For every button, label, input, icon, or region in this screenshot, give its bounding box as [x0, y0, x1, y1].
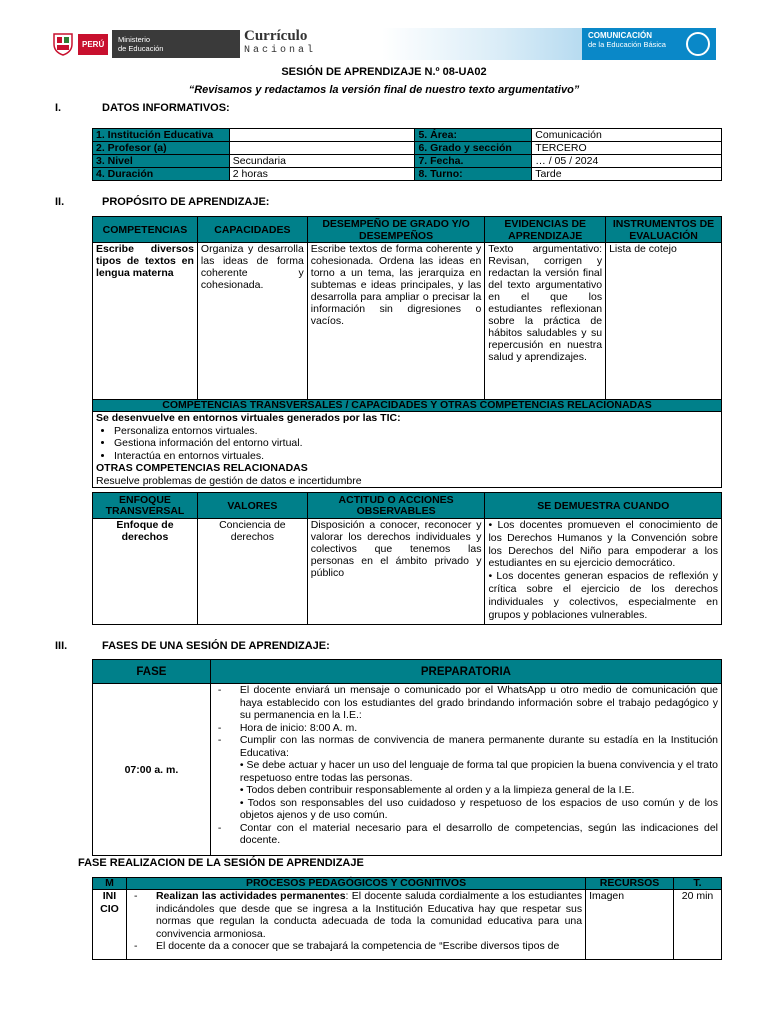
section-label: PROPÓSITO DE APRENDIZAJE:	[102, 196, 270, 208]
datos-label: 1. Institución Educativa	[93, 129, 230, 142]
item-text: Cumplir con las normas de convivencia de manera permanente durante su estadía en la Institución Educativa:	[239, 734, 718, 759]
list-item	[214, 722, 718, 735]
item-text: • Todos son responsables del uso cuidadoso y respetuoso de los espacios de uso común y de los objetos ajenos y de uso común.	[239, 796, 718, 821]
valor-cell: Conciencia de derechos	[197, 519, 307, 625]
header-valores: VALORES	[197, 493, 307, 519]
tiempo-cell: 20 min	[674, 890, 722, 960]
actitud-cell: Disposición a conocer, reconocer y valorar los derechos individuales y colectivos que tenemos las personas en el ámbito privado y público	[307, 519, 485, 625]
list-item: • Interactúa en entornos virtuales.	[114, 450, 718, 463]
list-item	[130, 890, 582, 940]
header-actitud: ACTITUD O ACCIONES OBSERVABLES	[307, 493, 485, 519]
section-1-heading	[55, 102, 230, 114]
header-capacidades: CAPACIDADES	[197, 217, 307, 243]
section-label: DATOS INFORMATIVOS:	[102, 102, 230, 114]
procesos-cell	[126, 890, 585, 960]
list-item	[214, 822, 718, 847]
session-title: SESIÓN DE APRENDIZAJE N.º 08-UA02	[281, 66, 487, 78]
section-number: III.	[55, 640, 68, 652]
section-label: FASES DE UNA SESIÓN DE APRENDIZAJE:	[102, 640, 330, 652]
header-m: M	[93, 878, 127, 890]
realizacion-table	[92, 877, 722, 960]
demuestra-item: • Los docentes promueven el conocimiento de los Derechos Humanos y la Convención sobre los Derechos del Niño para empoderar a los estudiantes en su ejercicio democrático.	[488, 519, 718, 570]
section-2-heading	[55, 196, 269, 208]
datos-value: Tarde	[532, 168, 722, 181]
tic-list	[96, 425, 718, 463]
datos-value: 2 horas	[229, 168, 415, 181]
item-text: El docente enviará un mensaje o comunicado por el WhatsApp u otro medio de comunicación que haya establecido con los estudiantes del grado brindando información sobre el trabajo pedagógico y su permanencia en la I.E.:	[239, 684, 718, 721]
dash-marker: -	[133, 890, 138, 902]
shield-icon	[52, 32, 74, 56]
recurso-cell: Imagen	[586, 890, 674, 960]
tic-title: Se desenvuelve en entornos virtuales generados por las TIC:	[96, 412, 401, 424]
datos-label: 8. Turno:	[415, 168, 532, 181]
list-item	[214, 759, 718, 784]
section-number: I.	[55, 102, 62, 114]
list-item	[214, 684, 718, 722]
header-fase: FASE	[93, 660, 211, 684]
ministry-line-1: Ministerio	[118, 35, 151, 44]
datos-label: 2. Profesor (a)	[93, 142, 230, 155]
item-text: El docente da a conocer que se trabajará la competencia de “Escribe diversos tipos de	[155, 940, 560, 952]
nacional-label: Nacional	[244, 45, 317, 56]
list-item	[214, 734, 718, 759]
datos-value: … / 05 / 2024	[532, 155, 722, 168]
header-desempeno: DESEMPEÑO DE GRADO Y/O DESEMPEÑOS	[307, 217, 485, 243]
desempeno-cell: Escribe textos de forma coherente y cohesionada. Ordena las ideas en torno a un tema, las jerarquiza en subtemas e ideas principales, y las desarrolla para ampliar o precisar la información sin digresiones o vacíos.	[307, 243, 485, 400]
enfoque-cell: Enfoque de derechos	[93, 519, 198, 625]
dash-marker: -	[217, 684, 222, 696]
dash-marker: -	[217, 734, 222, 746]
header-procesos: PROCESOS PEDAGÓGICOS Y COGNITIVOS	[126, 878, 585, 890]
datos-label: 5. Área:	[415, 129, 532, 142]
datos-value	[229, 142, 415, 155]
moment-cell: INI CIO	[93, 890, 127, 960]
curriculo-title: Currículo	[244, 28, 308, 44]
evidencia-cell: Texto argumentativo: Revisan, corrigen y redactan la versión final del texto argumentativo en el que los estudiantes reflexionan sobre la práctica de hábitos saludables y su repercusión en nuestra salud y aprendizajes.	[485, 243, 606, 400]
realizacion-title: FASE REALIZACION DE LA SESIÓN DE APRENDIZAJE	[78, 857, 364, 869]
list-item	[214, 784, 718, 797]
header-competencias: COMPETENCIAS	[93, 217, 198, 243]
item-text: • Todos deben contribuir responsablemente al orden y a la limpieza general de la I.E.	[239, 784, 635, 796]
transversales-cell	[93, 412, 722, 488]
header-demuestra: SE DEMUESTRA CUANDO	[485, 493, 722, 519]
header-preparatoria: PREPARATORIA	[210, 660, 721, 684]
list-item: • Gestiona información del entorno virtual.	[114, 437, 718, 450]
transversales-header: COMPETENCIAS TRANSVERSALES / CAPACIDADES Y OTRAS COMPETENCIAS RELACIONADAS	[93, 400, 722, 412]
dash-marker: -	[217, 721, 222, 734]
competencia-cell: Escribe diversos tipos de textos en lengua materna	[93, 243, 198, 400]
datos-table	[92, 128, 722, 181]
list-item	[130, 940, 582, 953]
otras-text: Resuelve problemas de gestión de datos e incertidumbre	[96, 474, 362, 487]
datos-value: Secundaria	[229, 155, 415, 168]
datos-label: 3. Nivel	[93, 155, 230, 168]
preparatoria-cell	[210, 684, 721, 856]
comunicacion-title: COMUNICACIÓN	[588, 31, 652, 40]
header-recursos: RECURSOS	[586, 878, 674, 890]
datos-label: 4. Duración	[93, 168, 230, 181]
section-3-heading	[55, 640, 330, 652]
capacidad-cell: Organiza y desarrolla las ideas de forma coherente y cohesionada.	[197, 243, 307, 400]
datos-value: Comunicación	[532, 129, 722, 142]
dash-marker: -	[133, 940, 138, 952]
demuestra-item: • Los docentes generan espacios de reflexión y crítica sobre el ejercicio de los derechos individuales y colectivos, especialmente en grupos y poblaciones vulnerables.	[488, 570, 718, 621]
item-text: • Se debe actuar y hacer un uso del lenguaje de forma tal que propicien la buena convivencia y el trato respetuoso entre todas las personas.	[239, 759, 718, 784]
datos-value: TERCERO	[532, 142, 722, 155]
datos-label: 7. Fecha.	[415, 155, 532, 168]
instrumento-cell: Lista de cotejo	[606, 243, 722, 400]
banner-gradient	[382, 28, 582, 60]
item-text: Contar con el material necesario para el desarrollo de competencias, según las indicaciones del docente.	[239, 821, 718, 846]
section-number: II.	[55, 196, 65, 208]
fases-table	[92, 659, 722, 856]
item-text: Hora de inicio: 8:00 A. m.	[239, 721, 358, 734]
header-enfoque: ENFOQUE TRANSVERSAL	[93, 493, 198, 519]
comunicacion-logo	[582, 28, 716, 60]
otras-title: OTRAS COMPETENCIAS RELACIONADAS	[96, 462, 308, 474]
header-evidencias: EVIDENCIAS DE APRENDIZAJE	[485, 217, 606, 243]
dash-marker: -	[217, 821, 222, 834]
list-item: • Personaliza entornos virtuales.	[114, 425, 718, 438]
header-instrumentos: INSTRUMENTOS DE EVALUACIÓN	[606, 217, 722, 243]
peru-logo	[52, 30, 112, 58]
item-bold: Realizan las actividades permanentes	[155, 890, 346, 902]
demuestra-cell	[485, 519, 722, 625]
globe-icon	[686, 32, 710, 56]
list-item	[214, 797, 718, 822]
peru-label: PERÚ	[78, 34, 108, 55]
ministry-label	[112, 30, 240, 58]
educacion-basica-label: de la Educación Básica	[588, 40, 666, 49]
fase-time: 07:00 a. m.	[93, 684, 211, 856]
ministry-line-2: de Educación	[118, 44, 164, 53]
proposito-table	[92, 216, 722, 488]
datos-value	[229, 129, 415, 142]
session-subtitle: “Revisamos y redactamos la versión final de nuestro texto argumentativo”	[188, 84, 580, 96]
item-text: : El docente saluda cordialmente a los estudiantes indicándoles que desde que se ingresa a la Institución Educativa hay que respetar sus normas que regulan la conducta adecuada de toda la comunidad educativa para una convivencia armoniosa.	[155, 890, 583, 940]
header-tiempo: T.	[674, 878, 722, 890]
header-banner	[52, 28, 716, 60]
enfoque-table	[92, 492, 722, 625]
datos-label: 6. Grado y sección	[415, 142, 532, 155]
